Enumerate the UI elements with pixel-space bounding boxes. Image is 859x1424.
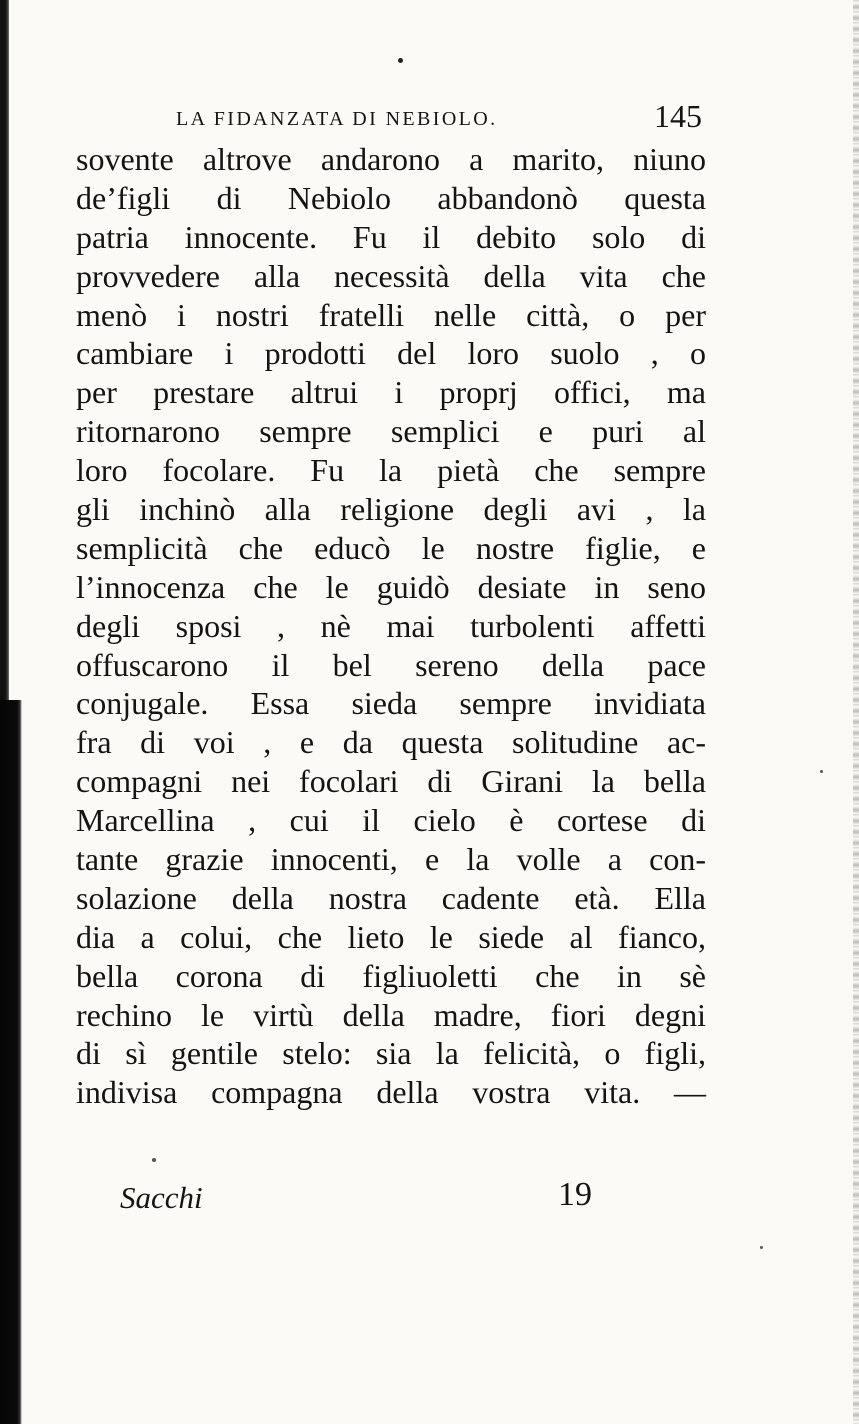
- text-line: patria innocente. Fu il debito solo di: [76, 218, 706, 255]
- text-line: per prestare altrui i proprj offici, ma: [76, 374, 706, 411]
- text-line: sovente altrove andarono a marito, niuno: [76, 141, 706, 177]
- text-line: loro focolare. Fu la pietà che sempre: [76, 452, 706, 489]
- text-line: provvedere alla necessità della vita che: [76, 257, 706, 294]
- text-line: Marcellina , cui il cielo è cortese di: [76, 802, 706, 839]
- text-line: offuscarono il bel sereno della pace: [76, 646, 706, 683]
- text-line: semplicità che educò le nostre figlie, e: [76, 529, 706, 566]
- ink-speck: [760, 1246, 763, 1249]
- text-line: gli inchinò alla religione degli avi , la: [76, 491, 706, 528]
- page-header: [176, 98, 706, 142]
- page-edge-right: [853, 0, 859, 1424]
- running-head: LA FIDANZATA DI NEBIOLO.: [176, 108, 498, 130]
- signature-mark: Sacchi: [120, 1180, 203, 1215]
- text-line: de’figli di Nebiolo abbandonò questa: [76, 179, 706, 216]
- text-line: menò i nostri fratelli nelle città, o per: [76, 296, 706, 333]
- text-line: rechino le virtù della madre, fiori degni: [76, 996, 706, 1033]
- text-line: tante grazie innocenti, e la volle a con-: [76, 841, 706, 878]
- text-line: fra di voi , e da questa solitudine ac-: [76, 724, 706, 761]
- ink-speck: [152, 1158, 156, 1162]
- text-line: dia a colui, che lieto le siede al fianco,: [76, 918, 706, 955]
- text-line: bella corona di figliuoletti che in sè: [76, 957, 706, 994]
- text-line: compagni nei focolari di Girani la bella: [76, 763, 706, 800]
- text-line: cambiare i prodotti del loro suolo , o: [76, 335, 706, 372]
- text-line: l’innocenza che le guidò desiate in seno: [76, 568, 706, 605]
- body-text: [76, 140, 706, 1112]
- text-line: solazione della nostra cadente età. Ella: [76, 879, 706, 916]
- binding-shadow: [0, 700, 22, 1424]
- text-line: conjugale. Essa sieda sempre invidiata: [76, 685, 706, 722]
- page-footer: [120, 1176, 720, 1230]
- sheet-number: 19: [558, 1176, 592, 1213]
- text-line: di sì gentile stelo: sia la felicità, o figli,: [76, 1035, 706, 1072]
- text-line: degli sposi , nè mai turbolenti affetti: [76, 607, 706, 644]
- page-number: 145: [654, 98, 702, 134]
- text-line: ritornarono sempre semplici e puri al: [76, 413, 706, 450]
- ink-speck: [398, 58, 403, 63]
- ink-speck: [820, 770, 823, 773]
- text-line: indivisa compagna della vostra vita. —: [76, 1074, 706, 1111]
